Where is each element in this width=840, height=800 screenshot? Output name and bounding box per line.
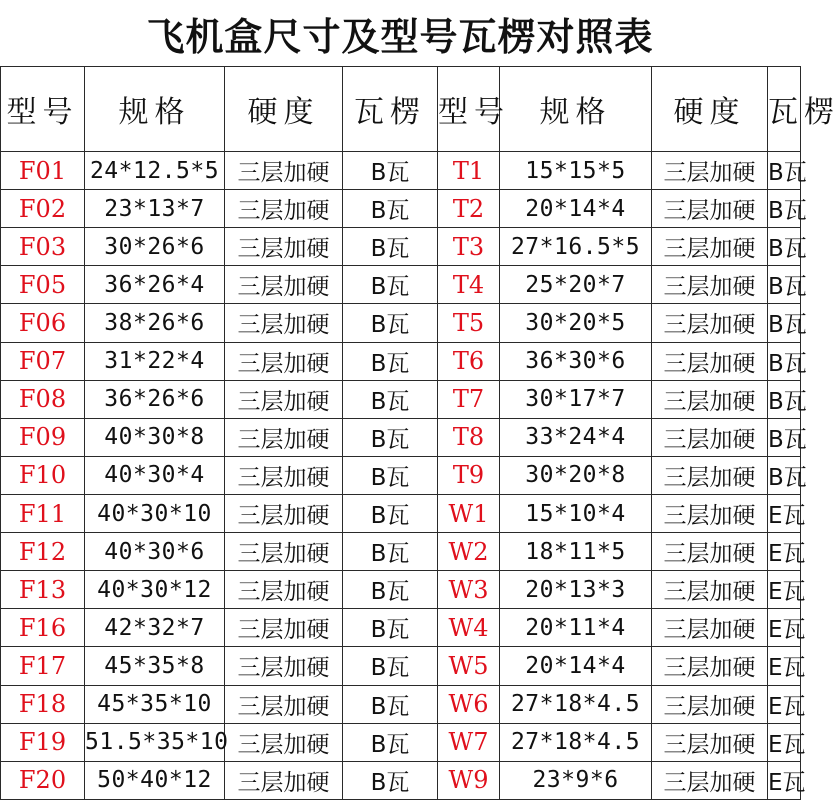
hardness-cell: 三层加硬	[225, 685, 343, 723]
model-code-cell: W6	[438, 685, 500, 723]
flute-cell: B瓦	[768, 304, 801, 342]
hardness-cell: 三层加硬	[225, 571, 343, 609]
model-code-cell: W2	[438, 533, 500, 571]
hardness-cell: 三层加硬	[652, 304, 768, 342]
flute-cell: B瓦	[343, 533, 438, 571]
spec-cell: 20*14*4	[500, 190, 652, 228]
hardness-cell: 三层加硬	[652, 494, 768, 532]
hardness-cell: 三层加硬	[225, 418, 343, 456]
model-code-cell: F06	[1, 304, 85, 342]
hardness-cell: 三层加硬	[652, 571, 768, 609]
table-row	[1, 152, 801, 190]
model-code-cell: F13	[1, 571, 85, 609]
flute-cell: B瓦	[343, 228, 438, 266]
hardness-cell: 三层加硬	[652, 266, 768, 304]
model-code-cell: T9	[438, 456, 500, 494]
hardness-cell: 三层加硬	[652, 190, 768, 228]
hardness-cell: 三层加硬	[652, 418, 768, 456]
model-code-cell: F11	[1, 494, 85, 532]
hardness-cell: 三层加硬	[225, 342, 343, 380]
hardness-cell: 三层加硬	[225, 304, 343, 342]
hardness-cell: 三层加硬	[225, 228, 343, 266]
flute-cell: E瓦	[768, 609, 801, 647]
flute-cell: B瓦	[343, 152, 438, 190]
hardness-cell: 三层加硬	[652, 152, 768, 190]
table-row	[1, 609, 801, 647]
spec-cell: 40*30*4	[85, 456, 225, 494]
spec-cell: 30*20*5	[500, 304, 652, 342]
spec-cell: 42*32*7	[85, 609, 225, 647]
model-code-cell: F03	[1, 228, 85, 266]
hardness-cell: 三层加硬	[225, 609, 343, 647]
spec-cell: 20*11*4	[500, 609, 652, 647]
model-code-cell: W1	[438, 494, 500, 532]
table-row	[1, 342, 801, 380]
spec-cell: 45*35*10	[85, 685, 225, 723]
model-code-cell: W4	[438, 609, 500, 647]
model-code-cell: T1	[438, 152, 500, 190]
model-code-cell: F05	[1, 266, 85, 304]
table-row	[1, 456, 801, 494]
flute-cell: B瓦	[343, 685, 438, 723]
table-row	[1, 533, 801, 571]
model-code-cell: F08	[1, 380, 85, 418]
model-code-cell: F16	[1, 609, 85, 647]
spec-cell: 20*14*4	[500, 647, 652, 685]
model-code-cell: F20	[1, 761, 85, 799]
model-code-cell: F18	[1, 685, 85, 723]
model-code-cell: F01	[1, 152, 85, 190]
table-row	[1, 571, 801, 609]
model-code-cell: T4	[438, 266, 500, 304]
header-hardness: 硬度	[652, 67, 768, 152]
model-code-cell: T8	[438, 418, 500, 456]
model-code-cell: W9	[438, 761, 500, 799]
spec-cell: 23*13*7	[85, 190, 225, 228]
flute-cell: B瓦	[343, 418, 438, 456]
spec-cell: 27*18*4.5	[500, 723, 652, 761]
model-code-cell: W3	[438, 571, 500, 609]
model-code-cell: W7	[438, 723, 500, 761]
model-code-cell: F17	[1, 647, 85, 685]
hardness-cell: 三层加硬	[225, 494, 343, 532]
hardness-cell: 三层加硬	[652, 723, 768, 761]
table-row	[1, 761, 801, 799]
model-code-cell: F12	[1, 533, 85, 571]
spec-cell: 24*12.5*5	[85, 152, 225, 190]
flute-cell: B瓦	[768, 266, 801, 304]
page-title: 飞机盒尺寸及型号瓦楞对照表	[146, 14, 654, 59]
spec-cell: 25*20*7	[500, 266, 652, 304]
hardness-cell: 三层加硬	[225, 533, 343, 571]
flute-cell: B瓦	[343, 266, 438, 304]
hardness-cell: 三层加硬	[652, 456, 768, 494]
spec-cell: 36*26*6	[85, 380, 225, 418]
table-row	[1, 380, 801, 418]
flute-cell: B瓦	[768, 152, 801, 190]
spec-cell: 33*24*4	[500, 418, 652, 456]
hardness-cell: 三层加硬	[225, 190, 343, 228]
flute-cell: E瓦	[768, 761, 801, 799]
spec-cell: 45*35*8	[85, 647, 225, 685]
header-spec: 规格	[85, 67, 225, 152]
flute-cell: B瓦	[768, 418, 801, 456]
flute-cell: E瓦	[768, 723, 801, 761]
spec-cell: 50*40*12	[85, 761, 225, 799]
hardness-cell: 三层加硬	[652, 685, 768, 723]
model-code-cell: T3	[438, 228, 500, 266]
spec-cell: 30*17*7	[500, 380, 652, 418]
flute-cell: B瓦	[343, 342, 438, 380]
hardness-cell: 三层加硬	[652, 228, 768, 266]
model-code-cell: F07	[1, 342, 85, 380]
header-flute: 瓦楞	[768, 67, 801, 152]
size-table	[0, 66, 840, 800]
spec-cell: 15*15*5	[500, 152, 652, 190]
table-row	[1, 228, 801, 266]
model-code-cell: F09	[1, 418, 85, 456]
header-code: 型号	[438, 67, 500, 152]
flute-cell: B瓦	[768, 380, 801, 418]
spec-cell: 36*30*6	[500, 342, 652, 380]
hardness-cell: 三层加硬	[652, 380, 768, 418]
flute-cell: E瓦	[768, 647, 801, 685]
spec-cell: 38*26*6	[85, 304, 225, 342]
hardness-cell: 三层加硬	[225, 723, 343, 761]
hardness-cell: 三层加硬	[652, 647, 768, 685]
hardness-cell: 三层加硬	[225, 761, 343, 799]
hardness-cell: 三层加硬	[652, 609, 768, 647]
spec-cell: 30*20*8	[500, 456, 652, 494]
spec-cell: 36*26*4	[85, 266, 225, 304]
flute-cell: B瓦	[768, 228, 801, 266]
flute-cell: B瓦	[343, 190, 438, 228]
model-code-cell: F10	[1, 456, 85, 494]
table-row	[1, 647, 801, 685]
model-code-cell: T5	[438, 304, 500, 342]
header-flute: 瓦楞	[343, 67, 438, 152]
spec-cell: 15*10*4	[500, 494, 652, 532]
flute-cell: B瓦	[343, 380, 438, 418]
model-code-cell: T2	[438, 190, 500, 228]
spec-cell: 20*13*3	[500, 571, 652, 609]
model-code-cell: T7	[438, 380, 500, 418]
flute-cell: B瓦	[343, 494, 438, 532]
flute-cell: B瓦	[343, 304, 438, 342]
flute-cell: B瓦	[343, 647, 438, 685]
table-row	[1, 190, 801, 228]
table-row	[1, 418, 801, 456]
spec-cell: 27*16.5*5	[500, 228, 652, 266]
flute-cell: B瓦	[343, 571, 438, 609]
flute-cell: E瓦	[768, 494, 801, 532]
spec-cell: 31*22*4	[85, 342, 225, 380]
spec-cell: 40*30*6	[85, 533, 225, 571]
spec-cell: 40*30*10	[85, 494, 225, 532]
hardness-cell: 三层加硬	[225, 152, 343, 190]
flute-cell: E瓦	[768, 533, 801, 571]
spec-cell: 51.5*35*10	[85, 723, 225, 761]
model-code-cell: F02	[1, 190, 85, 228]
flute-cell: B瓦	[343, 761, 438, 799]
spec-cell: 40*30*12	[85, 571, 225, 609]
table-header-row	[1, 67, 801, 152]
hardness-cell: 三层加硬	[225, 266, 343, 304]
hardness-cell: 三层加硬	[225, 647, 343, 685]
spec-cell: 27*18*4.5	[500, 685, 652, 723]
spec-cell: 30*26*6	[85, 228, 225, 266]
table-row	[1, 266, 801, 304]
header-spec: 规格	[500, 67, 652, 152]
flute-cell: B瓦	[768, 456, 801, 494]
model-code-cell: F19	[1, 723, 85, 761]
table-row	[1, 494, 801, 532]
hardness-cell: 三层加硬	[652, 342, 768, 380]
model-code-cell: T6	[438, 342, 500, 380]
table-row	[1, 304, 801, 342]
hardness-cell: 三层加硬	[652, 761, 768, 799]
model-code-cell: W5	[438, 647, 500, 685]
flute-cell: B瓦	[343, 456, 438, 494]
flute-cell: B瓦	[343, 609, 438, 647]
header-code: 型号	[1, 67, 85, 152]
header-hardness: 硬度	[225, 67, 343, 152]
flute-cell: E瓦	[768, 685, 801, 723]
table-row	[1, 685, 801, 723]
hardness-cell: 三层加硬	[225, 456, 343, 494]
spec-cell: 18*11*5	[500, 533, 652, 571]
hardness-cell: 三层加硬	[652, 533, 768, 571]
flute-cell: B瓦	[768, 190, 801, 228]
spec-cell: 23*9*6	[500, 761, 652, 799]
flute-cell: B瓦	[343, 723, 438, 761]
hardness-cell: 三层加硬	[225, 380, 343, 418]
flute-cell: E瓦	[768, 571, 801, 609]
table-row	[1, 723, 801, 761]
spec-cell: 40*30*8	[85, 418, 225, 456]
flute-cell: B瓦	[768, 342, 801, 380]
